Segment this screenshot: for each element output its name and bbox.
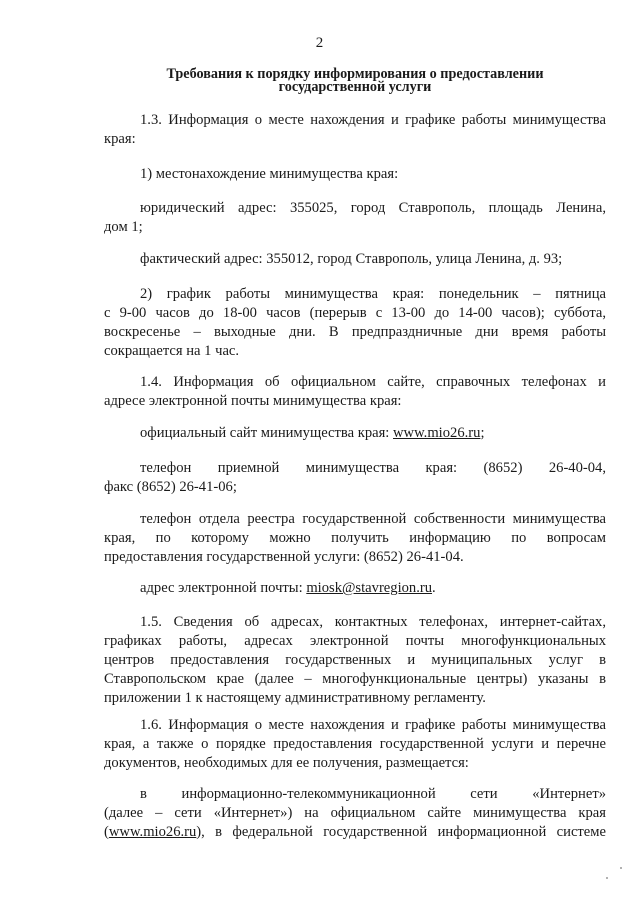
text-line: воскресенье – выходные дни. В предпраздничные дни время работы bbox=[104, 324, 606, 340]
paragraph-website bbox=[104, 424, 606, 443]
scan-speck bbox=[606, 877, 608, 879]
text-line: 1.3. Информация о месте нахождения и графике работы минимущества bbox=[140, 112, 606, 128]
paragraph-1-6 bbox=[104, 716, 606, 773]
text-line: юридический адрес: 355025, город Ставрополь, площадь Ленина, bbox=[140, 200, 606, 216]
paragraph-1-3 bbox=[104, 111, 606, 149]
text-line: в информационно-телекоммуникационной сети «Интернет» bbox=[140, 786, 606, 802]
text-line: графиках работы, адресах электронной почты многофункциональных bbox=[104, 633, 606, 649]
website-label: официальный сайт минимущества края: bbox=[140, 425, 394, 441]
paragraph-1-4 bbox=[104, 373, 606, 411]
paragraph-actual-address bbox=[104, 250, 606, 269]
text-line: центров предоставления государственных и муниципальных услуг в bbox=[104, 652, 606, 668]
text-line: 1.5. Сведения об адресах, контактных телефонах, интернет-сайтах, bbox=[140, 614, 606, 630]
email-link[interactable]: miosk@stavregion.ru bbox=[306, 580, 433, 596]
text-line: края: bbox=[104, 131, 136, 147]
paragraph-reception-phone bbox=[104, 459, 606, 497]
paragraph-legal-address bbox=[104, 199, 606, 237]
scan-speck bbox=[620, 867, 622, 869]
email-label: адрес электронной почты: bbox=[140, 580, 307, 596]
paragraph-1-5 bbox=[104, 613, 606, 708]
website-link[interactable]: www.mio26.ru bbox=[108, 824, 197, 840]
text-line: 2) график работы минимущества края: понедельник – пятница bbox=[140, 286, 606, 302]
text-line: документов, необходимых для ее получения, размещается: bbox=[104, 755, 469, 771]
text-line: 1.4. Информация об официальном сайте, справочных телефонах и bbox=[140, 374, 606, 390]
text-line: с 9-00 часов до 18-00 часов (перерыв с 13-00 до 14-00 часов); суббота, bbox=[104, 305, 606, 321]
text-fragment: ), в федеральной государственной информационной системе bbox=[196, 824, 606, 840]
paragraph-registry-phone bbox=[104, 510, 606, 567]
punctuation: . bbox=[432, 580, 436, 596]
page-number: 2 bbox=[315, 35, 324, 51]
punctuation: ; bbox=[480, 425, 485, 441]
section-title-line: Требования к порядку информирования о предоставлении bbox=[166, 66, 544, 82]
text-line: (далее – сети «Интернет») на официальном сайте минимущества края bbox=[104, 805, 606, 821]
text-line bbox=[104, 579, 606, 598]
text-line: Ставропольском крае (далее – многофункциональные центры) указаны в bbox=[104, 671, 606, 687]
text-line: края, по которому можно получить информацию по вопросам bbox=[104, 530, 606, 546]
text-line: сокращается на 1 час. bbox=[104, 343, 240, 359]
text-line: адресе электронной почты минимущества края: bbox=[104, 393, 402, 409]
text-line: 1) местонахождение минимущества края: bbox=[140, 166, 399, 182]
website-link[interactable]: www.mio26.ru bbox=[393, 425, 481, 441]
text-line bbox=[104, 424, 606, 443]
text-line: приложении 1 к настоящему административному регламенту. bbox=[104, 690, 486, 706]
section-title-line: государственной услуги bbox=[278, 79, 432, 95]
text-line: 1.6. Информация о месте нахождения и графике работы минимущества bbox=[140, 717, 606, 733]
section-title bbox=[100, 68, 610, 94]
paragraph-schedule bbox=[104, 285, 606, 361]
text-line: края, а также о порядке предоставления государственной услуги и перечне bbox=[104, 736, 606, 752]
text-line: фактический адрес: 355012, город Ставрополь, улица Ленина, д. 93; bbox=[140, 251, 563, 267]
text-line: телефон отдела реестра государственной собственности минимущества bbox=[140, 511, 606, 527]
paragraph-email bbox=[104, 579, 606, 598]
paragraph-internet bbox=[104, 785, 606, 842]
punctuation: ( bbox=[104, 824, 109, 840]
text-line: предоставления государственной услуги: (8652) 26-41-04. bbox=[104, 549, 464, 565]
paragraph-location bbox=[104, 165, 606, 184]
text-line: телефон приемной минимущества края: (8652) 26-40-04, bbox=[140, 460, 606, 476]
text-line: дом 1; bbox=[104, 219, 143, 235]
text-line: факс (8652) 26-41-06; bbox=[104, 479, 237, 495]
text-line bbox=[104, 823, 606, 842]
